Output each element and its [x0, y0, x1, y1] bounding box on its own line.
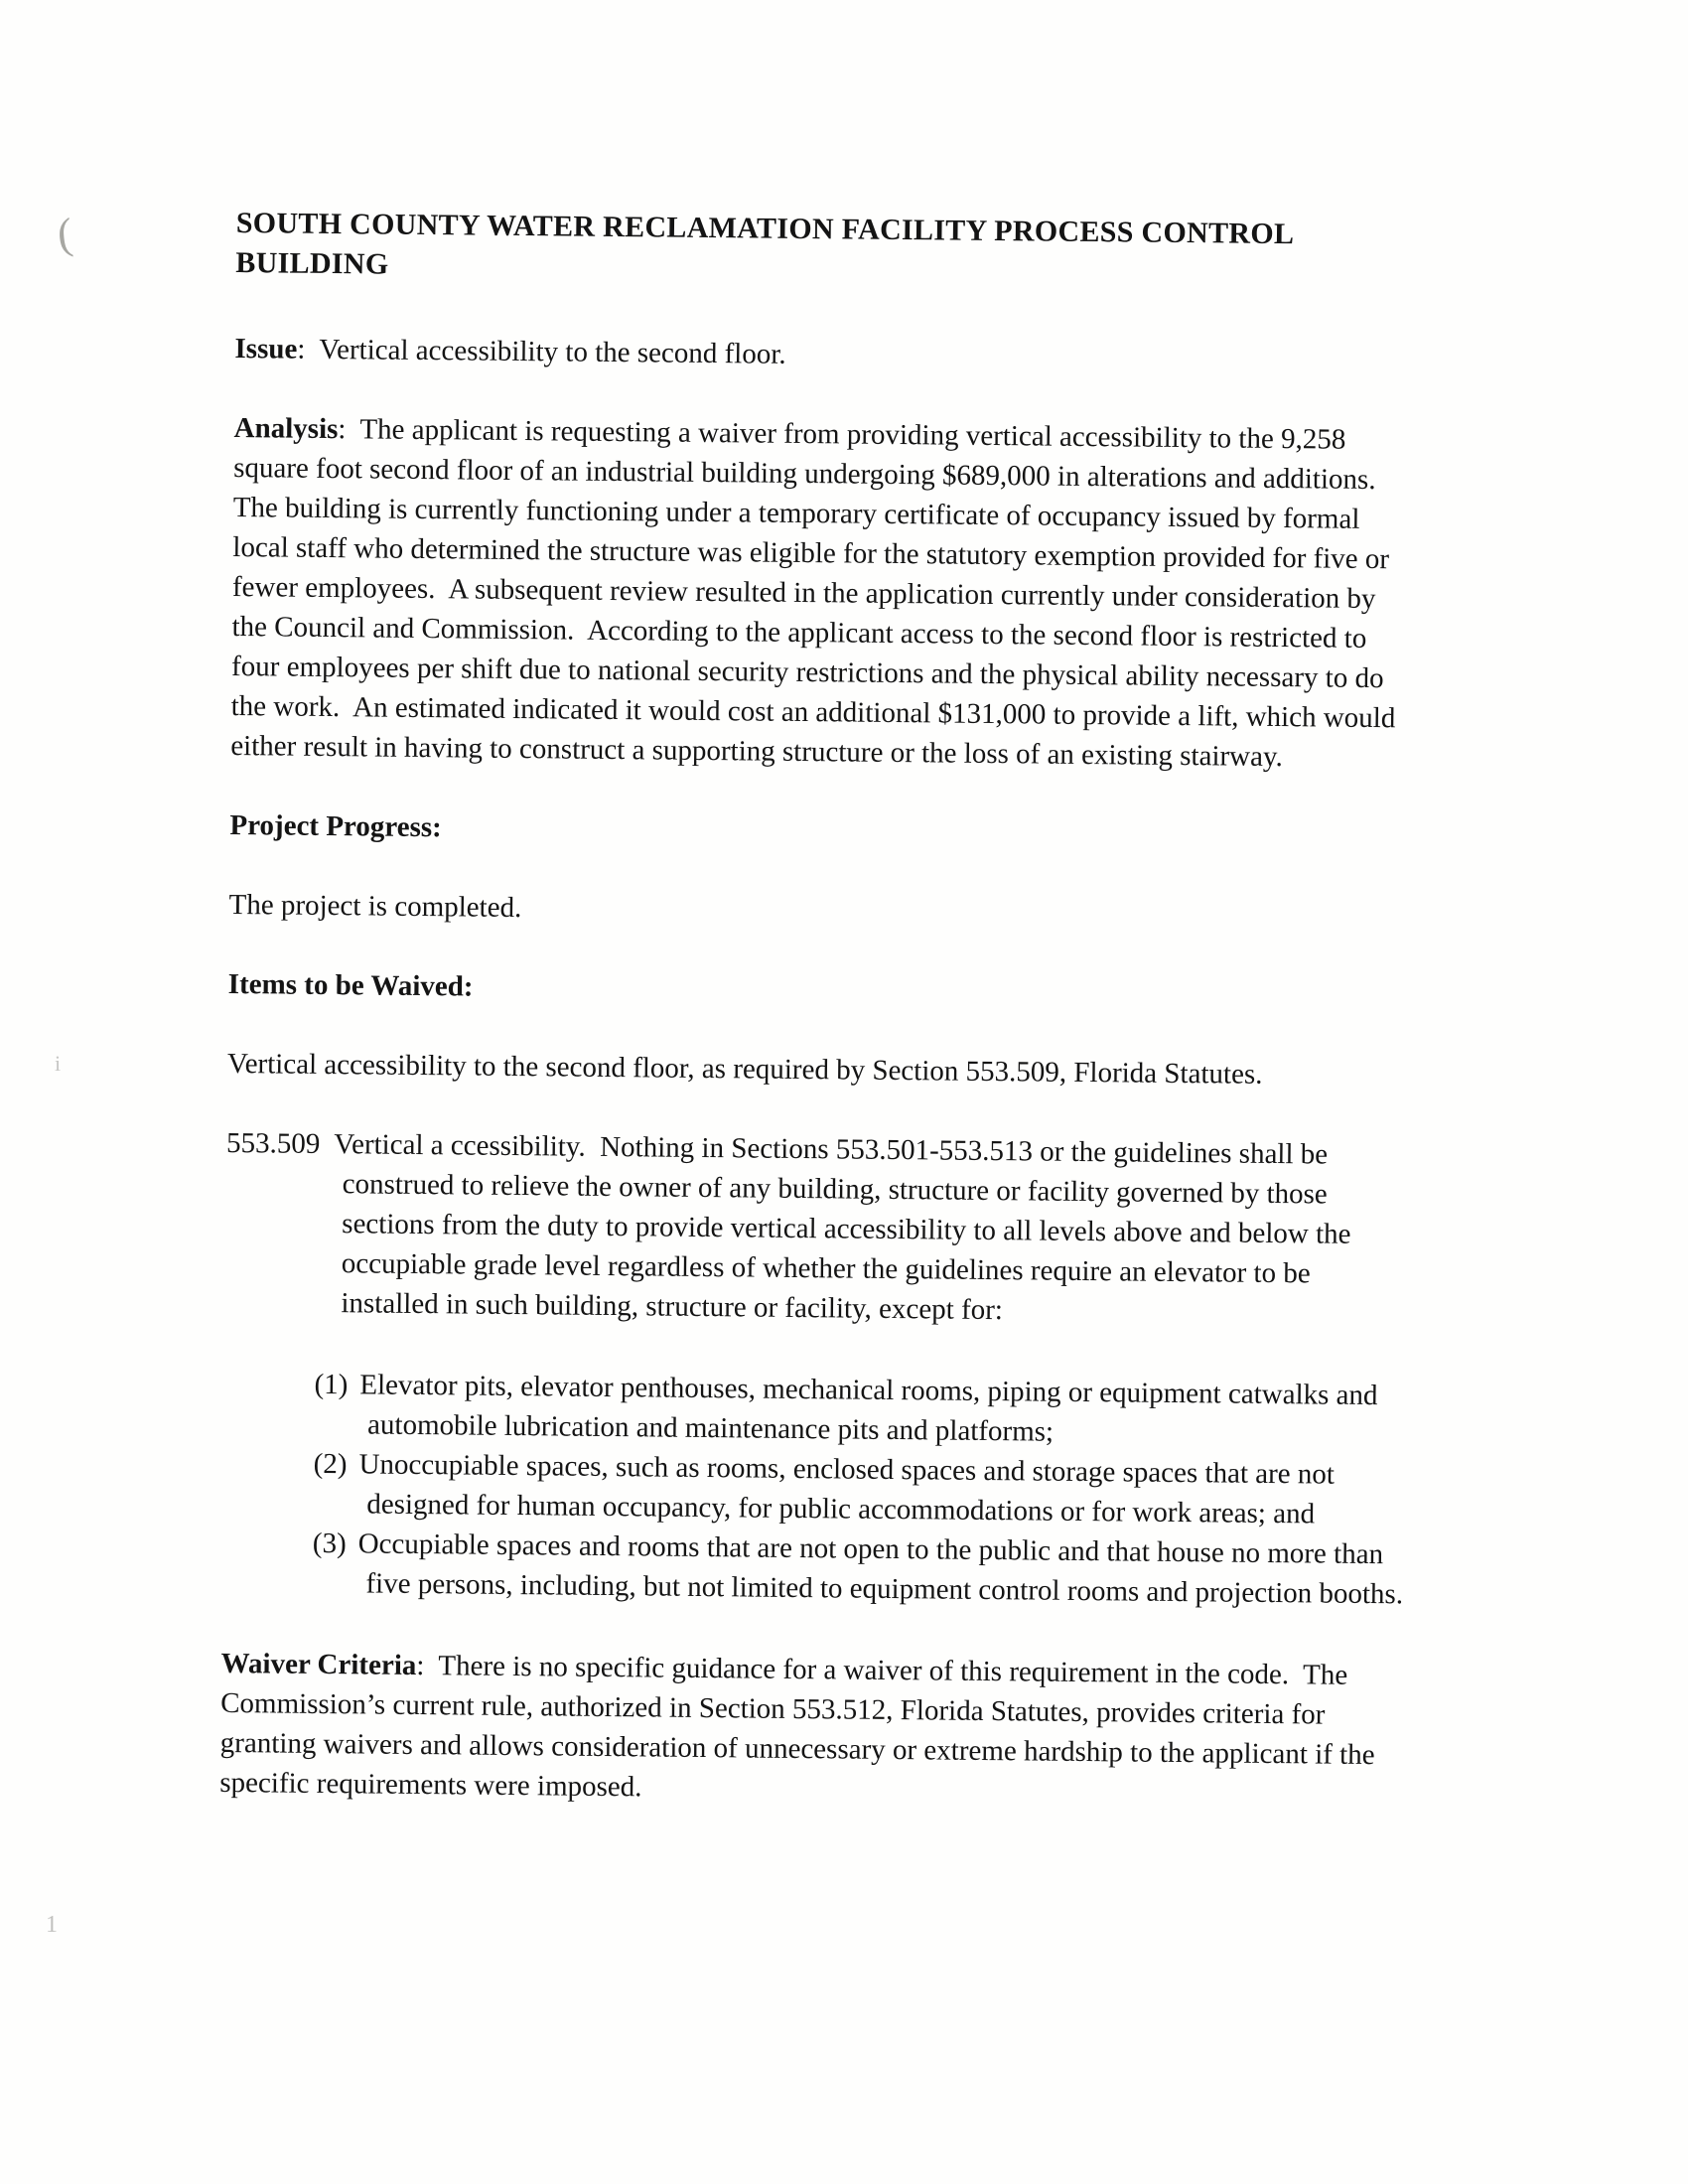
issue-label: Issue [234, 332, 298, 365]
statute-exception-item [312, 1524, 1406, 1615]
items-to-be-waived-text: Vertical accessibility to the second floor, as required by Section 553.509, Florida Statutes. [226, 1047, 1263, 1091]
document-title: SOUTH COUNTY WATER RECLAMATION FACILITY PROCESS CONTROL BUILDING [235, 206, 1293, 281]
statute-number: 553.509 [225, 1126, 321, 1160]
statute-item-marker: (2) [313, 1447, 348, 1481]
statute-item-text: Unoccupiable spaces, such as rooms, enclosed spaces and storage spaces that are not designed for human occupancy, for public accommodations or for work areas; and [358, 1448, 1336, 1530]
items-to-be-waived-heading: Items to be Waived: [227, 967, 474, 1003]
analysis-paragraph [230, 408, 1418, 778]
issue-paragraph [234, 329, 1418, 380]
waiver-criteria-paragraph [219, 1644, 1405, 1815]
analysis-label: Analysis [233, 411, 339, 446]
statute-item-marker: (1) [314, 1368, 349, 1401]
project-progress-heading: Project Progress: [229, 808, 442, 844]
waiver-criteria-label: Waiver Criteria [220, 1647, 417, 1681]
document-content [219, 204, 1420, 1854]
statute-exception-list [312, 1365, 1407, 1615]
statute-item-text: Occupiable spaces and rooms that are not open to the public and that house no more than five persons, including, but not limited to equipment control rooms and projection booths. [357, 1528, 1404, 1611]
statute-exception-item [313, 1444, 1407, 1535]
scan-artifact-paren: ( [55, 209, 75, 259]
project-progress-text: The project is completed. [228, 888, 522, 925]
waiver-criteria-text: : There is no specific guidance for a waiver of this requirement in the code. The Commission’s current rule, authorized in Section 553.512, Florida Statutes, provides criteria for granting waivers and allows consideration of unnecessary or extreme hardship to the applicant if the specific requirements were imposed. [219, 1649, 1375, 1804]
statute-item-marker: (3) [312, 1527, 347, 1560]
statute-item-text: Elevator pits, elevator penthouses, mechanical rooms, piping or equipment catwalks and automobile lubrication and maintenance pits and platforms; [359, 1369, 1378, 1448]
statute-body: Vertical a ccessibility. Nothing in Sections 553.501-553.513 or the guidelines shall be construed to relieve the owner of any building, structure or facility governed by those sections from the duty to provide vertical accessibility to all levels above and below the occupiable grade level regardless of whether the guidelines require an elevator to be installed in such building, structure or facility, except for: [334, 1128, 1351, 1327]
scan-artifact-bottom: 1 [46, 1912, 58, 1938]
scan-artifact-mid: i [55, 1051, 62, 1076]
statute-paragraph [224, 1123, 1410, 1334]
statute-exception-item [314, 1365, 1408, 1456]
issue-text: : Vertical accessibility to the second floor. [297, 333, 786, 370]
analysis-text: : The applicant is requesting a waiver from providing vertical accessibility to the 9,258 square foot second floor of an industrial building undergoing $689,000 in alterations and additions. The building is currently functioning under a temporary certificate of occupancy issued by formal local staff who determined the structure was eligible for the statutory exemption provided for five or fewer employees. A subsequent review resulted in the application currently under consideration by the Council and Commission. According to the applicant access to the second floor is restricted to four employees per shift due to national security restrictions and the physical ability necessary to do the work. An estimated indicated it would cost an additional $131,000 to provide a lift, which would either result in having to construct a supporting structure or the loss of an existing stairway. [230, 413, 1396, 774]
